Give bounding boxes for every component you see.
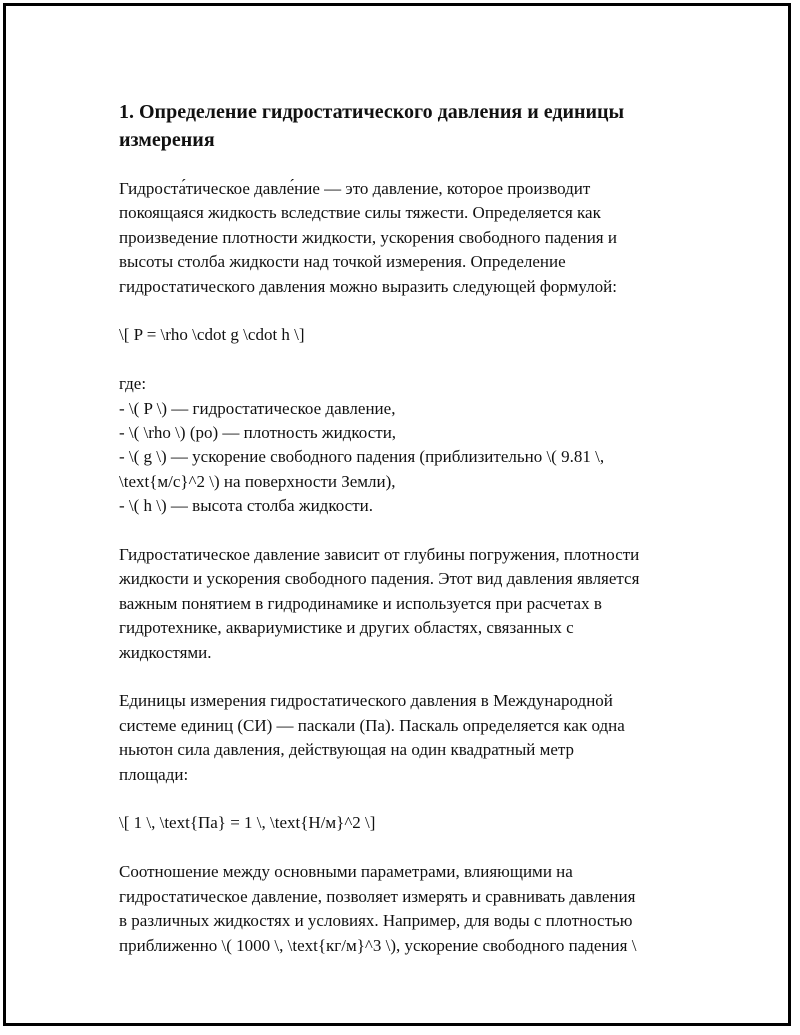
dependency-paragraph: Гидростатическое давление зависит от глубины погружения, плотности жидкости и ускорения свободного падения. Этот вид давления является важным понятием в гидродинамике и используется при расчетах в гидротехнике, аквариумистике и других областях, связанных с жидкостями.	[119, 545, 640, 662]
paragraph-gap	[119, 519, 694, 543]
paragraph-gap	[119, 299, 694, 323]
relation-paragraph: Соотношение между основными параметрами, влияющими на гидростатическое давление, позволяет измерять и сравнивать давления в различных жидкостях и условиях. Например, для воды с плотностью приближенно \( 1000 \, \text{кг/м}^3 \), ускорение свободного падения \	[119, 862, 637, 955]
paragraph-gap	[119, 665, 694, 689]
variable-definitions-list: где: - \( P \) — гидростатическое давление, - \( \rho \) (ро) — плотность жидкости, - \( g \) — ускорение свободного падения (приблизительно \( 9.81 \, \text{м/с}^2 \) на поверхности Земли), - \( h \) — высота столба жидкости.	[119, 374, 605, 516]
document-page	[3, 3, 791, 1026]
pressure-formula: \[ P = \rho \cdot g \cdot h \]	[119, 325, 305, 345]
section-title: 1. Определение гидростатического давления и единицы измерения	[119, 101, 625, 151]
paragraph-gap	[119, 836, 694, 860]
paragraph-gap	[119, 348, 694, 372]
document-content	[119, 98, 694, 958]
units-paragraph: Единицы измерения гидростатического давления в Международной системе единиц (СИ) — паскали (Па). Паскаль определяется как одна ньютон сила давления, действующая на один квадратный метр площади:	[119, 691, 625, 784]
pascal-formula: \[ 1 \, \text{Па} = 1 \, \text{Н/м}^2 \]	[119, 813, 376, 833]
paragraph-gap	[119, 787, 694, 811]
intro-paragraph: Гидроста́тическое давле́ние — это давление, которое производит покоящаяся жидкость вследствие силы тяжести. Определяется как произведение плотности жидкости, ускорения свободного падения и высоты столба жидкости над точкой измерения. Определение гидростатического давления можно выразить следующей формулой:	[119, 179, 617, 296]
